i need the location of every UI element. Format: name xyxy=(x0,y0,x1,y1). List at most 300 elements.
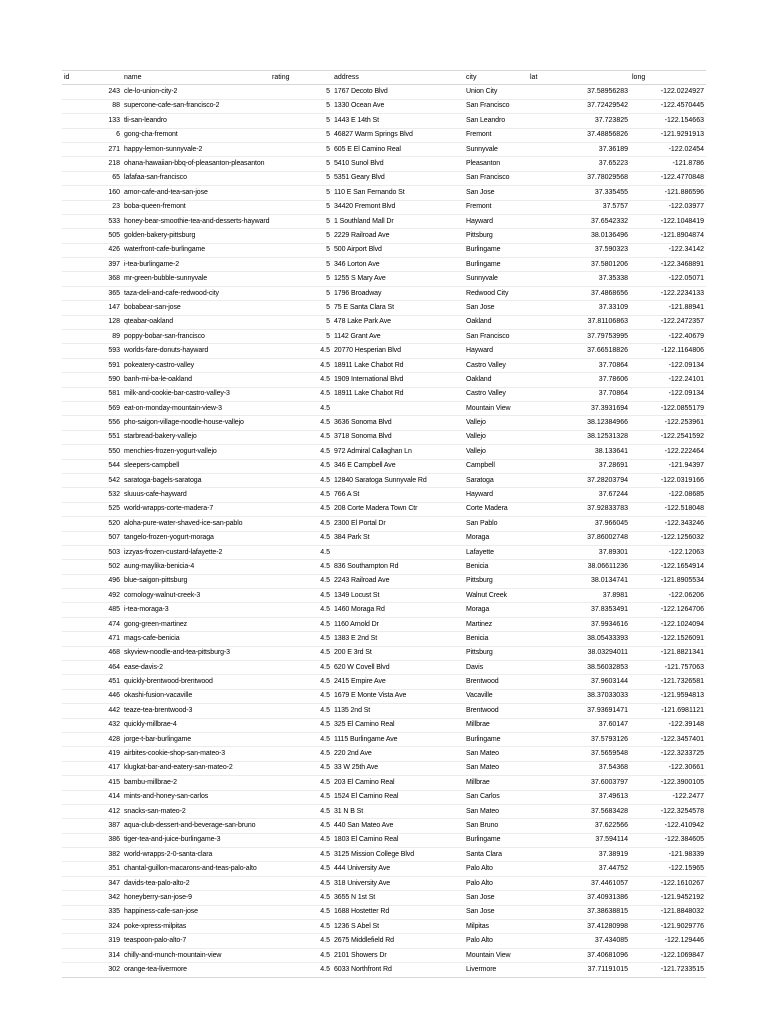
cell-name[interactable]: banh-mi-ba-le-oakland xyxy=(122,373,270,387)
cell-rating[interactable]: 4.5 xyxy=(270,560,332,574)
cell-lat[interactable]: 37.5801206 xyxy=(528,258,630,272)
cell-city[interactable]: San Carlos xyxy=(464,790,528,804)
cell-lat[interactable]: 37.5757 xyxy=(528,200,630,214)
cell-address[interactable]: 12840 Saratoga Sunnyvale Rd xyxy=(332,473,464,487)
table-row[interactable] xyxy=(62,502,706,516)
cell-lat[interactable]: 37.594114 xyxy=(528,833,630,847)
table-row[interactable] xyxy=(62,646,706,660)
table-row[interactable] xyxy=(62,761,706,775)
cell-id[interactable]: 365 xyxy=(62,286,122,300)
cell-id[interactable]: 556 xyxy=(62,416,122,430)
cell-address[interactable]: 200 E 3rd St xyxy=(332,646,464,660)
cell-lat[interactable]: 37.67244 xyxy=(528,488,630,502)
cell-city[interactable]: Saratoga xyxy=(464,473,528,487)
cell-address[interactable]: 1135 2nd St xyxy=(332,704,464,718)
cell-rating[interactable]: 4.5 xyxy=(270,848,332,862)
cell-rating[interactable]: 4.5 xyxy=(270,488,332,502)
table-row[interactable] xyxy=(62,459,706,473)
cell-id[interactable]: 544 xyxy=(62,459,122,473)
cell-rating[interactable]: 4.5 xyxy=(270,661,332,675)
cell-city[interactable]: Burlingame xyxy=(464,833,528,847)
cell-rating[interactable]: 4.5 xyxy=(270,387,332,401)
cell-id[interactable]: 496 xyxy=(62,574,122,588)
cell-long[interactable]: -122.343246 xyxy=(630,517,706,531)
cell-long[interactable]: -122.2477 xyxy=(630,790,706,804)
cell-name[interactable]: bobabear-san-jose xyxy=(122,301,270,315)
cell-id[interactable]: 474 xyxy=(62,617,122,631)
table-row[interactable] xyxy=(62,545,706,559)
cell-city[interactable]: Pittsburg xyxy=(464,646,528,660)
cell-rating[interactable]: 5 xyxy=(270,85,332,99)
cell-city[interactable]: San Jose xyxy=(464,891,528,905)
header-name[interactable]: name xyxy=(122,71,270,85)
cell-id[interactable]: 23 xyxy=(62,200,122,214)
cell-id[interactable]: 417 xyxy=(62,761,122,775)
cell-name[interactable]: klugkat-bar-and-eatery-san-mateo-2 xyxy=(122,761,270,775)
table-row[interactable] xyxy=(62,229,706,243)
cell-lat[interactable]: 37.6542332 xyxy=(528,214,630,228)
table-row[interactable] xyxy=(62,488,706,502)
cell-rating[interactable]: 4.5 xyxy=(270,905,332,919)
cell-address[interactable]: 5410 Sunol Blvd xyxy=(332,157,464,171)
cell-lat[interactable]: 37.40681096 xyxy=(528,948,630,962)
table-row[interactable] xyxy=(62,876,706,890)
cell-name[interactable]: poke-xpress-milpitas xyxy=(122,920,270,934)
cell-long[interactable]: -122.3233725 xyxy=(630,747,706,761)
cell-address[interactable]: 34420 Fremont Blvd xyxy=(332,200,464,214)
cell-id[interactable]: 414 xyxy=(62,790,122,804)
cell-long[interactable]: -121.88941 xyxy=(630,301,706,315)
cell-long[interactable]: -122.1024094 xyxy=(630,617,706,631)
cell-name[interactable]: i-tea-moraga-3 xyxy=(122,603,270,617)
cell-city[interactable]: San Pablo xyxy=(464,517,528,531)
cell-lat[interactable]: 37.8981 xyxy=(528,589,630,603)
cell-rating[interactable]: 5 xyxy=(270,157,332,171)
cell-id[interactable]: 569 xyxy=(62,401,122,415)
cell-address[interactable]: 6033 Northfront Rd xyxy=(332,963,464,977)
cell-long[interactable]: -122.06206 xyxy=(630,589,706,603)
table-row[interactable] xyxy=(62,99,706,113)
cell-rating[interactable]: 4.5 xyxy=(270,718,332,732)
table-row[interactable] xyxy=(62,330,706,344)
cell-name[interactable]: izzyas-frozen-custard-lafayette-2 xyxy=(122,545,270,559)
cell-address[interactable]: 444 University Ave xyxy=(332,862,464,876)
cell-lat[interactable]: 37.38638815 xyxy=(528,905,630,919)
cell-name[interactable]: okashi-fusion-vacaville xyxy=(122,689,270,703)
cell-id[interactable]: 550 xyxy=(62,445,122,459)
header-address[interactable]: address xyxy=(332,71,464,85)
cell-rating[interactable]: 4.5 xyxy=(270,603,332,617)
cell-id[interactable]: 468 xyxy=(62,646,122,660)
cell-name[interactable]: world-wrapps-corte-madera-7 xyxy=(122,502,270,516)
cell-name[interactable]: qteabar-oakland xyxy=(122,315,270,329)
cell-address[interactable]: 20770 Hesperian Blvd xyxy=(332,344,464,358)
cell-id[interactable]: 218 xyxy=(62,157,122,171)
cell-name[interactable]: tiger-tea-and-juice-burlingame-3 xyxy=(122,833,270,847)
cell-city[interactable]: Vallejo xyxy=(464,445,528,459)
cell-address[interactable]: 1330 Ocean Ave xyxy=(332,99,464,113)
table-row[interactable] xyxy=(62,114,706,128)
cell-city[interactable]: Burlingame xyxy=(464,258,528,272)
cell-address[interactable]: 346 E Campbell Ave xyxy=(332,459,464,473)
cell-rating[interactable]: 4.5 xyxy=(270,646,332,660)
cell-address[interactable]: 5351 Geary Blvd xyxy=(332,171,464,185)
cell-rating[interactable]: 5 xyxy=(270,214,332,228)
cell-rating[interactable]: 5 xyxy=(270,229,332,243)
table-row[interactable] xyxy=(62,905,706,919)
cell-city[interactable]: Millbrae xyxy=(464,718,528,732)
cell-name[interactable]: quickly-millbrae-4 xyxy=(122,718,270,732)
cell-lat[interactable]: 37.35338 xyxy=(528,272,630,286)
cell-name[interactable]: mr-green-bubble-sunnyvale xyxy=(122,272,270,286)
cell-rating[interactable]: 4.5 xyxy=(270,948,332,962)
cell-long[interactable]: -121.9452192 xyxy=(630,891,706,905)
cell-name[interactable]: chilly-and-munch-mountain-view xyxy=(122,948,270,962)
cell-long[interactable]: -122.129446 xyxy=(630,934,706,948)
table-row[interactable] xyxy=(62,632,706,646)
cell-long[interactable]: -121.94397 xyxy=(630,459,706,473)
header-rating[interactable]: rating xyxy=(270,71,332,85)
cell-city[interactable]: Fremont xyxy=(464,128,528,142)
cell-name[interactable]: gong-cha-fremont xyxy=(122,128,270,142)
cell-address[interactable]: 1115 Burlingame Ave xyxy=(332,732,464,746)
cell-long[interactable]: -122.02454 xyxy=(630,142,706,156)
cell-id[interactable]: 324 xyxy=(62,920,122,934)
cell-name[interactable]: honey-bear-smoothie-tea-and-desserts-hayward xyxy=(122,214,270,228)
cell-rating[interactable]: 4.5 xyxy=(270,689,332,703)
cell-name[interactable]: poppy-bobar-san-francisco xyxy=(122,330,270,344)
cell-rating[interactable]: 5 xyxy=(270,171,332,185)
cell-name[interactable]: milk-and-cookie-bar-castro-valley-3 xyxy=(122,387,270,401)
cell-name[interactable]: tangelo-frozen-yogurt-moraga xyxy=(122,531,270,545)
cell-rating[interactable]: 4.5 xyxy=(270,589,332,603)
cell-name[interactable]: ohana-hawaiian-bbq-of-pleasanton-pleasanton xyxy=(122,157,270,171)
cell-city[interactable]: Brentwood xyxy=(464,704,528,718)
cell-name[interactable]: sleepers-campbell xyxy=(122,459,270,473)
cell-address[interactable]: 1460 Moraga Rd xyxy=(332,603,464,617)
cell-id[interactable]: 65 xyxy=(62,171,122,185)
cell-city[interactable]: San Jose xyxy=(464,301,528,315)
table-row[interactable] xyxy=(62,358,706,372)
cell-address[interactable]: 1443 E 14th St xyxy=(332,114,464,128)
cell-long[interactable]: -121.8786 xyxy=(630,157,706,171)
cell-rating[interactable]: 4.5 xyxy=(270,934,332,948)
cell-lat[interactable]: 37.89301 xyxy=(528,545,630,559)
table-row[interactable] xyxy=(62,574,706,588)
cell-rating[interactable]: 4.5 xyxy=(270,445,332,459)
cell-city[interactable]: Livermore xyxy=(464,963,528,977)
cell-long[interactable]: -121.8904874 xyxy=(630,229,706,243)
cell-address[interactable]: 384 Park St xyxy=(332,531,464,545)
cell-rating[interactable]: 5 xyxy=(270,114,332,128)
cell-city[interactable]: Moraga xyxy=(464,603,528,617)
cell-id[interactable]: 533 xyxy=(62,214,122,228)
cell-lat[interactable]: 37.5659548 xyxy=(528,747,630,761)
cell-city[interactable]: Vallejo xyxy=(464,430,528,444)
cell-id[interactable]: 502 xyxy=(62,560,122,574)
cell-long[interactable]: -122.410942 xyxy=(630,819,706,833)
cell-city[interactable]: Brentwood xyxy=(464,675,528,689)
cell-city[interactable]: Vacaville xyxy=(464,689,528,703)
cell-id[interactable]: 88 xyxy=(62,99,122,113)
cell-name[interactable]: pho-saigon-village-noodle-house-vallejo xyxy=(122,416,270,430)
table-row[interactable] xyxy=(62,776,706,790)
cell-lat[interactable]: 37.66518826 xyxy=(528,344,630,358)
cell-name[interactable]: airbites-cookie-shop-san-mateo-3 xyxy=(122,747,270,761)
cell-id[interactable]: 415 xyxy=(62,776,122,790)
cell-lat[interactable]: 37.44752 xyxy=(528,862,630,876)
cell-id[interactable]: 442 xyxy=(62,704,122,718)
cell-name[interactable]: skyview-noodle-and-tea-pittsburg-3 xyxy=(122,646,270,660)
cell-long[interactable]: -121.886596 xyxy=(630,186,706,200)
cell-city[interactable]: San Mateo xyxy=(464,761,528,775)
cell-id[interactable]: 542 xyxy=(62,473,122,487)
cell-rating[interactable]: 4.5 xyxy=(270,920,332,934)
cell-city[interactable]: Sunnyvale xyxy=(464,142,528,156)
cell-address[interactable]: 31 N B St xyxy=(332,804,464,818)
cell-city[interactable]: Davis xyxy=(464,661,528,675)
table-row[interactable] xyxy=(62,531,706,545)
cell-long[interactable]: -121.7326581 xyxy=(630,675,706,689)
table-row[interactable] xyxy=(62,833,706,847)
table-row[interactable] xyxy=(62,819,706,833)
cell-name[interactable]: ease-davis-2 xyxy=(122,661,270,675)
cell-lat[interactable]: 37.93691471 xyxy=(528,704,630,718)
cell-name[interactable]: chantal-guillon-macarons-and-teas-palo-alto xyxy=(122,862,270,876)
cell-lat[interactable]: 37.335455 xyxy=(528,186,630,200)
table-row[interactable] xyxy=(62,416,706,430)
cell-city[interactable]: Castro Valley xyxy=(464,387,528,401)
cell-address[interactable]: 836 Southampton Rd xyxy=(332,560,464,574)
cell-address[interactable]: 208 Corte Madera Town Ctr xyxy=(332,502,464,516)
cell-address[interactable]: 2415 Empire Ave xyxy=(332,675,464,689)
cell-lat[interactable]: 37.81106863 xyxy=(528,315,630,329)
cell-city[interactable]: Lafayette xyxy=(464,545,528,559)
cell-lat[interactable]: 37.70864 xyxy=(528,387,630,401)
cell-id[interactable]: 593 xyxy=(62,344,122,358)
cell-lat[interactable]: 37.79753995 xyxy=(528,330,630,344)
table-row[interactable] xyxy=(62,272,706,286)
cell-name[interactable]: blue-saigon-pittsburg xyxy=(122,574,270,588)
cell-id[interactable]: 6 xyxy=(62,128,122,142)
header-lat[interactable]: lat xyxy=(528,71,630,85)
cell-lat[interactable]: 38.12384966 xyxy=(528,416,630,430)
cell-address[interactable]: 1383 E 2nd St xyxy=(332,632,464,646)
cell-rating[interactable]: 4.5 xyxy=(270,617,332,631)
cell-long[interactable]: -122.1264706 xyxy=(630,603,706,617)
cell-name[interactable]: waterfront-cafe-burlingame xyxy=(122,243,270,257)
cell-lat[interactable]: 38.05433393 xyxy=(528,632,630,646)
cell-rating[interactable]: 4.5 xyxy=(270,891,332,905)
cell-rating[interactable]: 4.5 xyxy=(270,862,332,876)
table-row[interactable] xyxy=(62,258,706,272)
cell-id[interactable]: 551 xyxy=(62,430,122,444)
cell-city[interactable]: Sunnyvale xyxy=(464,272,528,286)
cell-name[interactable]: honeyberry-san-jose-9 xyxy=(122,891,270,905)
table-row[interactable] xyxy=(62,200,706,214)
cell-city[interactable]: San Jose xyxy=(464,186,528,200)
cell-rating[interactable]: 5 xyxy=(270,186,332,200)
cell-rating[interactable]: 4.5 xyxy=(270,373,332,387)
cell-long[interactable]: -121.9291913 xyxy=(630,128,706,142)
cell-long[interactable]: -122.3254578 xyxy=(630,804,706,818)
cell-address[interactable]: 1803 El Camino Real xyxy=(332,833,464,847)
cell-name[interactable]: gong-green-martinez xyxy=(122,617,270,631)
cell-id[interactable]: 426 xyxy=(62,243,122,257)
cell-address[interactable]: 500 Airport Blvd xyxy=(332,243,464,257)
cell-rating[interactable]: 4.5 xyxy=(270,531,332,545)
cell-id[interactable]: 387 xyxy=(62,819,122,833)
cell-id[interactable]: 133 xyxy=(62,114,122,128)
cell-address[interactable]: 18911 Lake Chabot Rd xyxy=(332,358,464,372)
cell-name[interactable]: tli-san-leandro xyxy=(122,114,270,128)
cell-id[interactable]: 507 xyxy=(62,531,122,545)
cell-address[interactable]: 33 W 25th Ave xyxy=(332,761,464,775)
cell-lat[interactable]: 37.60147 xyxy=(528,718,630,732)
cell-rating[interactable]: 5 xyxy=(270,272,332,286)
cell-address[interactable]: 1767 Decoto Blvd xyxy=(332,85,464,99)
cell-rating[interactable]: 4.5 xyxy=(270,790,332,804)
cell-long[interactable]: -121.8905534 xyxy=(630,574,706,588)
cell-lat[interactable]: 37.28203794 xyxy=(528,473,630,487)
cell-long[interactable]: -122.3468891 xyxy=(630,258,706,272)
table-row[interactable] xyxy=(62,445,706,459)
cell-id[interactable]: 342 xyxy=(62,891,122,905)
cell-address[interactable]: 620 W Covell Blvd xyxy=(332,661,464,675)
cell-city[interactable]: Fremont xyxy=(464,200,528,214)
cell-id[interactable]: 243 xyxy=(62,85,122,99)
cell-name[interactable]: happiness-cafe-san-jose xyxy=(122,905,270,919)
cell-rating[interactable]: 4.5 xyxy=(270,761,332,775)
table-row[interactable] xyxy=(62,387,706,401)
cell-name[interactable]: teaspoon-palo-alto-7 xyxy=(122,934,270,948)
cell-lat[interactable]: 37.723825 xyxy=(528,114,630,128)
cell-lat[interactable]: 38.37033033 xyxy=(528,689,630,703)
table-row[interactable] xyxy=(62,301,706,315)
table-row[interactable] xyxy=(62,661,706,675)
cell-name[interactable]: supercone-cafe-san-francisco-2 xyxy=(122,99,270,113)
cell-rating[interactable]: 5 xyxy=(270,286,332,300)
cell-long[interactable]: -121.7233515 xyxy=(630,963,706,977)
cell-id[interactable]: 368 xyxy=(62,272,122,286)
cell-lat[interactable]: 37.6003797 xyxy=(528,776,630,790)
cell-lat[interactable]: 37.41280998 xyxy=(528,920,630,934)
cell-lat[interactable]: 38.133641 xyxy=(528,445,630,459)
cell-long[interactable]: -122.518048 xyxy=(630,502,706,516)
cell-city[interactable]: Santa Clara xyxy=(464,848,528,862)
table-row[interactable] xyxy=(62,848,706,862)
cell-name[interactable]: aloha-pure-water-shaved-ice-san-pablo xyxy=(122,517,270,531)
table-row[interactable] xyxy=(62,85,706,99)
cell-name[interactable]: world-wrapps-2-0-santa-clara xyxy=(122,848,270,862)
cell-name[interactable]: bambu-millbrae-2 xyxy=(122,776,270,790)
cell-id[interactable]: 532 xyxy=(62,488,122,502)
cell-long[interactable]: -122.2234133 xyxy=(630,286,706,300)
cell-name[interactable]: davids-tea-palo-alto-2 xyxy=(122,876,270,890)
table-row[interactable] xyxy=(62,473,706,487)
cell-address[interactable]: 2243 Railroad Ave xyxy=(332,574,464,588)
cell-name[interactable]: teaze-tea-brentwood-3 xyxy=(122,704,270,718)
cell-long[interactable]: -121.98339 xyxy=(630,848,706,862)
cell-name[interactable]: aqua-club-dessert-and-beverage-san-bruno xyxy=(122,819,270,833)
cell-lat[interactable]: 37.70864 xyxy=(528,358,630,372)
table-row[interactable] xyxy=(62,747,706,761)
cell-name[interactable]: taza-deli-and-cafe-redwood-city xyxy=(122,286,270,300)
cell-lat[interactable]: 37.5793126 xyxy=(528,732,630,746)
table-row[interactable] xyxy=(62,804,706,818)
table-row[interactable] xyxy=(62,617,706,631)
cell-long[interactable]: -121.757063 xyxy=(630,661,706,675)
cell-city[interactable]: Benicia xyxy=(464,632,528,646)
cell-name[interactable]: worlds-fare-donuts-hayward xyxy=(122,344,270,358)
cell-address[interactable]: 3636 Sonoma Blvd xyxy=(332,416,464,430)
cell-long[interactable]: -121.9594813 xyxy=(630,689,706,703)
cell-address[interactable]: 2101 Showers Dr xyxy=(332,948,464,962)
table-row[interactable] xyxy=(62,243,706,257)
cell-name[interactable]: starbread-bakery-vallejo xyxy=(122,430,270,444)
cell-address[interactable]: 605 E El Camino Real xyxy=(332,142,464,156)
cell-address[interactable]: 1796 Broadway xyxy=(332,286,464,300)
cell-city[interactable]: San Mateo xyxy=(464,804,528,818)
cell-city[interactable]: San Leandro xyxy=(464,114,528,128)
cell-city[interactable]: Hayward xyxy=(464,214,528,228)
cell-address[interactable]: 1679 E Monte Vista Ave xyxy=(332,689,464,703)
table-row[interactable] xyxy=(62,560,706,574)
cell-name[interactable]: amor-cafe-and-tea-san-jose xyxy=(122,186,270,200)
cell-city[interactable]: Benicia xyxy=(464,560,528,574)
cell-id[interactable]: 271 xyxy=(62,142,122,156)
cell-city[interactable]: Hayward xyxy=(464,488,528,502)
cell-city[interactable]: Millbrae xyxy=(464,776,528,790)
cell-city[interactable]: San Francisco xyxy=(464,99,528,113)
cell-city[interactable]: Mountain View xyxy=(464,948,528,962)
cell-city[interactable]: Union City xyxy=(464,85,528,99)
cell-rating[interactable]: 4.5 xyxy=(270,876,332,890)
cell-city[interactable]: Palo Alto xyxy=(464,862,528,876)
cell-long[interactable]: -122.1526091 xyxy=(630,632,706,646)
cell-long[interactable]: -122.08685 xyxy=(630,488,706,502)
cell-address[interactable]: 220 2nd Ave xyxy=(332,747,464,761)
cell-city[interactable]: Martinez xyxy=(464,617,528,631)
cell-rating[interactable]: 4.5 xyxy=(270,358,332,372)
cell-long[interactable]: -121.6981121 xyxy=(630,704,706,718)
cell-id[interactable]: 485 xyxy=(62,603,122,617)
cell-rating[interactable]: 4.5 xyxy=(270,833,332,847)
cell-long[interactable]: -122.1654914 xyxy=(630,560,706,574)
cell-long[interactable]: -122.0855179 xyxy=(630,401,706,415)
cell-id[interactable]: 591 xyxy=(62,358,122,372)
cell-address[interactable]: 325 El Camino Real xyxy=(332,718,464,732)
table-row[interactable] xyxy=(62,732,706,746)
cell-id[interactable]: 446 xyxy=(62,689,122,703)
cell-id[interactable]: 160 xyxy=(62,186,122,200)
cell-city[interactable]: San Mateo xyxy=(464,747,528,761)
cell-address[interactable]: 478 Lake Park Ave xyxy=(332,315,464,329)
cell-long[interactable]: -122.30661 xyxy=(630,761,706,775)
cell-address[interactable]: 1349 Locust St xyxy=(332,589,464,603)
cell-name[interactable]: happy-lemon-sunnyvale-2 xyxy=(122,142,270,156)
cell-id[interactable]: 397 xyxy=(62,258,122,272)
cell-rating[interactable]: 4.5 xyxy=(270,574,332,588)
cell-id[interactable]: 492 xyxy=(62,589,122,603)
table-row[interactable] xyxy=(62,142,706,156)
cell-lat[interactable]: 37.5683428 xyxy=(528,804,630,818)
cell-id[interactable]: 464 xyxy=(62,661,122,675)
header-long[interactable]: long xyxy=(630,71,706,85)
cell-id[interactable]: 432 xyxy=(62,718,122,732)
cell-name[interactable]: saratoga-bagels-saratoga xyxy=(122,473,270,487)
table-row[interactable] xyxy=(62,934,706,948)
